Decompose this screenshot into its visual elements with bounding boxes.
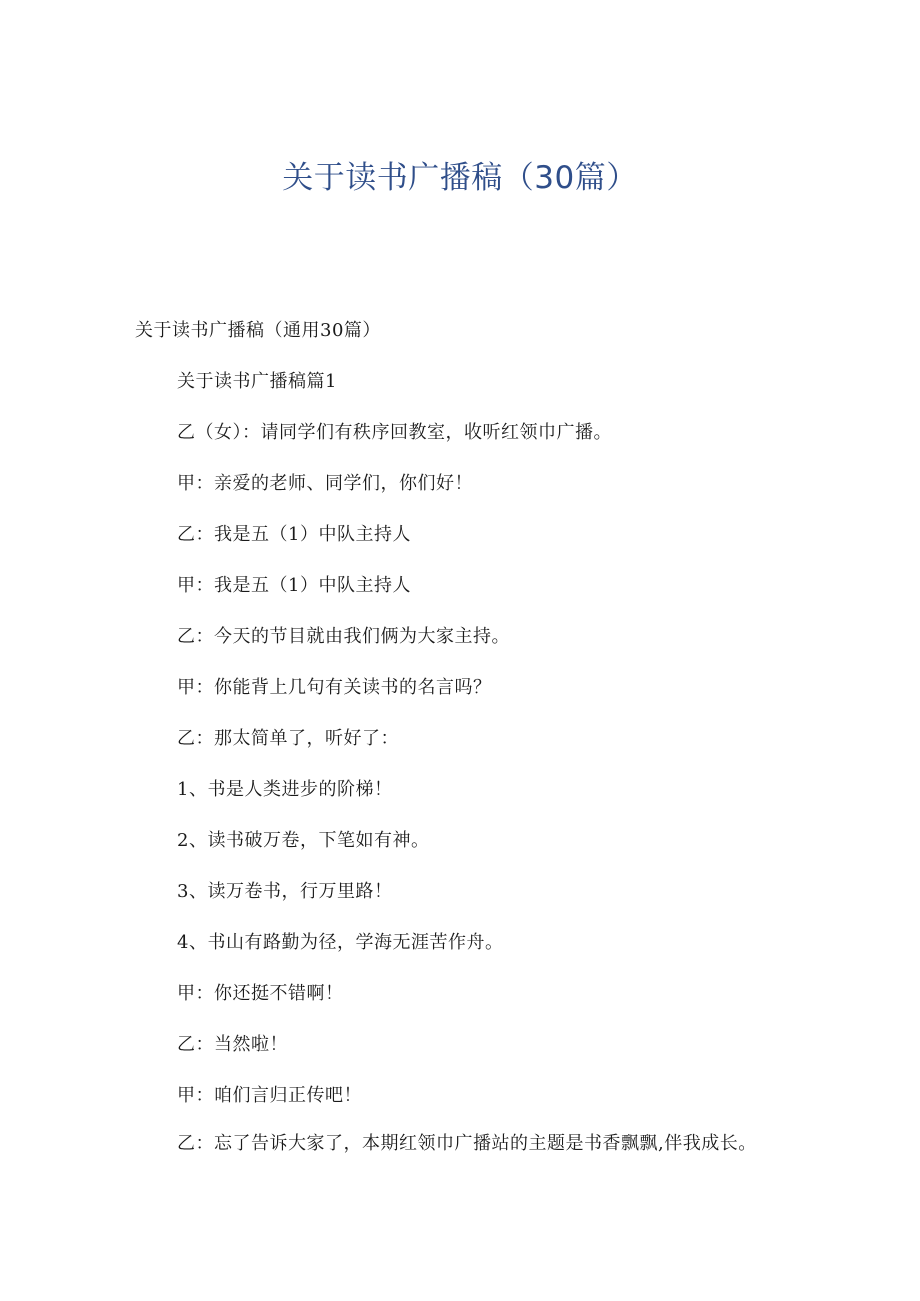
paragraph: 乙：忘了告诉大家了，本期红领巾广播站的主题是书香飘飘,伴我成长。 [177,1133,757,1154]
paragraph: 乙：当然啦！ [177,1034,288,1055]
document-title: 关于读书广播稿（30篇） [282,160,638,196]
paragraph: 甲：亲爱的老师、同学们，你们好！ [177,473,473,494]
paragraph: 乙（女）：请同学们有秩序回教室，收听红领巾广播。 [177,422,612,443]
paragraph: 甲：你还挺不错啊！ [177,983,344,1004]
paragraph: 关于读书广播稿篇1 [177,371,337,392]
paragraph: 1、书是人类进步的阶梯！ [177,779,393,800]
paragraph: 乙：我是五（1）中队主持人 [177,524,411,545]
paragraph: 关于读书广播稿（通用30篇） [135,320,381,341]
paragraph: 3、读万卷书，行万里路！ [177,881,393,902]
paragraph: 甲：你能背上几句有关读书的名言吗？ [177,677,492,698]
paragraph: 甲：我是五（1）中队主持人 [177,575,411,596]
paragraph: 乙：今天的节目就由我们俩为大家主持。 [177,626,510,647]
paragraph: 乙：那太简单了，听好了： [177,728,399,749]
document-body [135,314,775,1176]
paragraph: 甲：咱们言归正传吧！ [177,1085,362,1106]
paragraph: 2、读书破万卷，下笔如有神。 [177,830,430,851]
paragraph: 4、书山有路勤为径，学海无涯苦作舟。 [177,932,504,953]
